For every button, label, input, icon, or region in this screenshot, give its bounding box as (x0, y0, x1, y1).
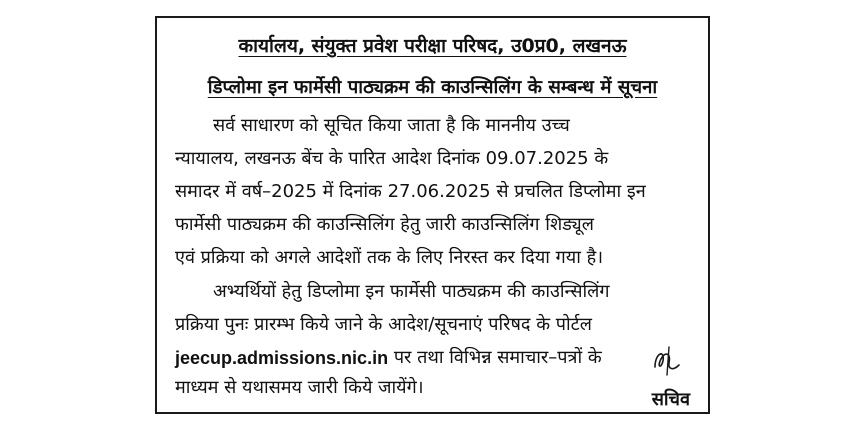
portal-domain: jeecup.admissions.nic.in (175, 348, 389, 368)
para1-line5: एवं प्रक्रिया को अगले आदेशों तक के लिए निरस्त कर दिया गया है। (175, 247, 604, 268)
subject-title: डिप्लोमा इन फार्मेसी पाठ्यक्रम की काउन्सिलिंग के सम्बन्ध में सूचना (207, 77, 658, 98)
para1-line3: समादर में वर्ष–2025 में दिनांक 27.06.2025 से प्रचलित डिप्लोमा इन (175, 181, 646, 202)
para2-line3-rest: पर तथा विभिन्न समाचार–पत्रों के (393, 347, 602, 368)
notice-document (155, 16, 710, 414)
para2-line3 (175, 347, 690, 369)
para1-line1: सर्व साधारण को सूचित किया जाता है कि माननीय उच्च (213, 115, 570, 136)
para2-line2: प्रक्रिया पुनः प्रारम्भ किये जाने के आदेश/सूचनाएं परिषद के पोर्टल (175, 314, 592, 335)
designation-secretary: सचिव (651, 389, 690, 410)
office-title: कार्यालय, संयुक्त प्रवेश परीक्षा परिषद, उ0प्र0, लखनऊ (238, 35, 627, 57)
para2-line4: माध्यम से यथासमय जारी किये जायेंगे। (175, 377, 424, 398)
para2-line1: अभ्यर्थियों हेतु डिप्लोमा इन फार्मेसी पाठ्यक्रम की काउन्सिलिंग (213, 281, 610, 302)
para1-line4: फार्मेसी पाठ्यक्रम की काउन्सिलिंग हेतु जारी काउन्सिलिंग शिड्यूल (175, 214, 594, 235)
signature-mark (649, 341, 689, 381)
para1-line2: न्यायालय, लखनऊ बेंच के पारित आदेश दिनांक 09.07.2025 के (175, 148, 609, 169)
